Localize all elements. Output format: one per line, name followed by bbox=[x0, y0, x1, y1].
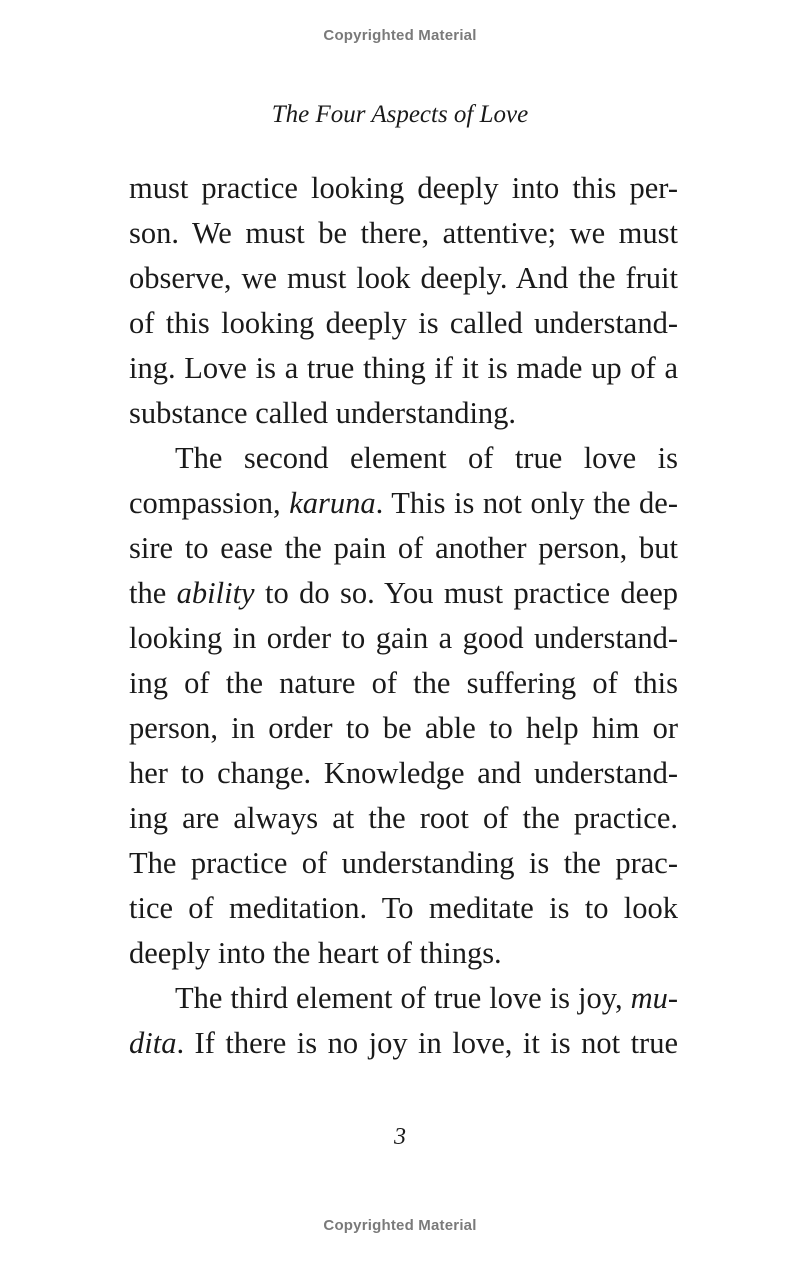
text-line bbox=[129, 571, 678, 616]
italic-term-mudita-start: mu- bbox=[630, 981, 678, 1015]
text-line: son. We must be there, attentive; we must bbox=[129, 216, 678, 250]
text-run: The third element of true love is joy, bbox=[175, 981, 631, 1015]
body-text bbox=[129, 166, 678, 1066]
text-line: The practice of understanding is the prac- bbox=[129, 846, 678, 880]
italic-term-ability: ability bbox=[176, 576, 255, 610]
text-line bbox=[129, 1021, 678, 1066]
copyright-watermark-bottom: Copyrighted Material bbox=[323, 1217, 477, 1234]
text-run: . If there is no joy in love, it is not true bbox=[176, 1026, 678, 1060]
italic-term-mudita-end: dita bbox=[129, 1026, 177, 1060]
text-run: the bbox=[129, 576, 177, 610]
text-line: ing. Love is a true thing if it is made up of a bbox=[129, 351, 678, 385]
text-run: compassion, bbox=[129, 486, 290, 520]
text-run: . This is not only the de- bbox=[375, 486, 679, 520]
text-line: The second element of true love is bbox=[175, 441, 678, 475]
text-line: ing of the nature of the suffering of this bbox=[129, 666, 678, 700]
italic-term-karuna: karuna bbox=[289, 486, 376, 520]
text-line: looking in order to gain a good understand- bbox=[129, 621, 678, 655]
copyright-watermark-top: Copyrighted Material bbox=[323, 27, 477, 44]
text-line: deeply into the heart of things. bbox=[129, 936, 502, 970]
text-line: substance called understanding. bbox=[129, 396, 517, 430]
text-line: observe, we must look deeply. And the fruit bbox=[129, 261, 678, 295]
text-line: person, in order to be able to help him or bbox=[129, 711, 678, 745]
text-run: to do so. You must practice deep bbox=[254, 576, 678, 610]
running-head: The Four Aspects of Love bbox=[271, 101, 529, 128]
text-line: her to change. Knowledge and understand- bbox=[129, 756, 678, 790]
text-line: ing are always at the root of the practice. bbox=[129, 801, 678, 835]
text-line: must practice looking deeply into this per- bbox=[129, 171, 678, 205]
text-line: sire to ease the pain of another person, but bbox=[129, 531, 678, 565]
text-line: of this looking deeply is called understand- bbox=[129, 306, 678, 340]
text-line bbox=[129, 976, 678, 1021]
page-number: 3 bbox=[394, 1124, 406, 1150]
text-line bbox=[129, 481, 678, 526]
text-line: tice of meditation. To meditate is to look bbox=[129, 891, 678, 925]
